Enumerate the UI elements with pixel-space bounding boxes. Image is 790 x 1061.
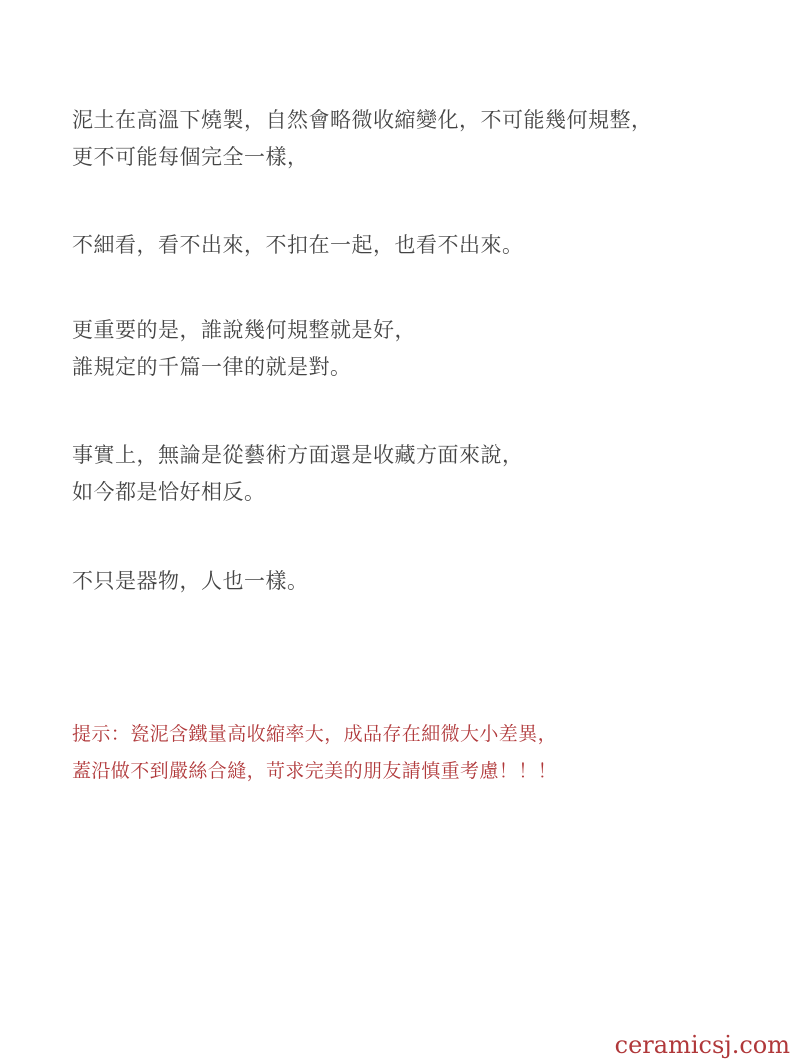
paragraph-firing-shrinkage <box>72 102 653 176</box>
paragraph-line: 事實上，無論是從藝術方面還是收藏方面來說， <box>72 443 524 467</box>
paragraph-line: 更不可能每個完全一樣， <box>72 145 309 169</box>
paragraph-line: 不細看，看不出來，不扣在一起，也看不出來。 <box>72 233 524 257</box>
site-watermark: ceramicsj.com <box>614 1031 790 1059</box>
paragraph-line: 泥土在高溫下燒製，自然會略微收縮變化，不可能幾何規整， <box>72 108 653 132</box>
paragraph-line: 誰規定的千篇一律的就是對。 <box>72 355 352 379</box>
paragraph-line: 不只是器物，人也一樣。 <box>72 569 309 593</box>
notice-line: 提示：瓷泥含鐵量高收縮率大，成品存在細微大小差異， <box>72 723 558 745</box>
notice-warning <box>72 716 557 790</box>
notice-line: 蓋沿做不到嚴絲合縫，苛求完美的朋友請慎重考慮！！！ <box>72 760 558 782</box>
paragraph-people-too <box>72 563 309 600</box>
paragraph-line: 更重要的是，誰說幾何規整就是好， <box>72 318 416 342</box>
paragraph-in-fact <box>72 437 524 511</box>
paragraph-line: 如今都是恰好相反。 <box>72 480 266 504</box>
paragraph-not-visible <box>72 227 524 264</box>
paragraph-who-says <box>72 312 416 386</box>
